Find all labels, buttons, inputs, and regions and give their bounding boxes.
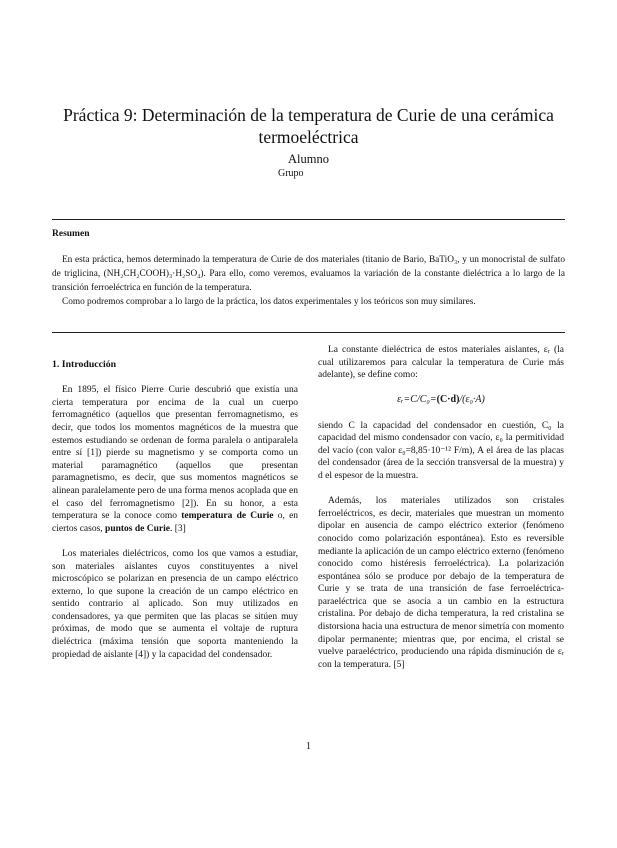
abstract-body <box>52 253 565 309</box>
equation-part: /(ε₀·A) <box>459 394 485 406</box>
right-column <box>318 344 564 684</box>
body-paragraph: siendo C la capacidad del condensador en cuestión, C₀ la capacidad del mismo condensador con vacío, ε₀ la permitividad del vacío (con valor ε₀=8,85·10⁻¹² F/m), A el área de las placas del condensador (área de la sección transversal de la muestra) y d el espesor de la muestra. <box>318 420 564 481</box>
body-paragraph: Además, los materiales utilizados son cristales ferroeléctricos, es decir, materiales que muestran un momento dipolar en ausencia de campo eléctrico exterior (fenómeno conocido como polarización espontánea). Esto es reversible mediante la aplicación de un campo eléctrico externo (fenómeno conocido como histéresis ferroeléctrica). La polarización espontánea sólo se produce por debajo de la temperatura de Curie y se trata de una transición de fase ferroeléctrica-paraeléctrica que se asocia a un cambio en la estructura cristalina. Por debajo de dicha temperatura, la red cristalina se distorsiona hacia una estructura de menor simetría con momento dipolar permanente; mientras que, por encima, el cristal se vuelve paraeléctrico, produciendo una rápida disminución de εᵣ con la temperatura. [5] <box>318 496 564 670</box>
abstract-bottom-rule <box>52 332 565 333</box>
bold-term: puntos de Curie <box>105 523 170 534</box>
equation-part: εᵣ=C/C₀= <box>397 394 437 406</box>
left-column <box>52 359 298 674</box>
equation-part: (C·d) <box>436 394 460 406</box>
author-group: Grupo <box>278 168 304 179</box>
dielectric-equation <box>318 394 564 407</box>
intro-text: . [3] <box>169 523 186 534</box>
intro-paragraph: Los materiales dieléctricos, como los que vamos a estudiar, son materiales aislantes cuyos constituyentes a nivel microscópico se polarizan en presencia de un campo eléctrico externo, lo que supone la creación de un campo eléctrico en sentido contrario al aplicado. Son muy utilizados en condensadores, ya que permiten que las placas se sitúen muy próximas, de modo que se aumenta el voltaje de ruptura dieléctrica (máxima tensión que soporta manteniendo la propiedad de aislante [4]) y la capacidad del condensador. <box>52 548 298 660</box>
intro-text: En 1895, el físico Pierre Curie descubrió que existía una cierta temperatura por encima de la cual un cuerpo ferromagnético (aquellos que presentan ferromagnetismo, es decir, que todos los momentos magnéticos de la muestra que estemos estudiando se ordenan de forma paralela o antiparalela entre sí [1]) pierde su magnetismo y se comporta como un material paramagnético (aquellos que presentan paramagnetismo, es decir, que sus momentos magnéticos se alinean paralelamente pero de una forma menos acoplada que en el caso del ferromagnetismo [2]). En su honor, a esta temperatura se la conoce como <box>52 385 298 522</box>
abstract-paragraph: Como podremos comprobar a lo largo de la práctica, los datos experimentales y los teóricos son muy similares. <box>62 297 476 307</box>
body-paragraph: La constante dieléctrica de estos materiales aislantes, εᵣ (la cual utilizaremos para calcular la temperatura de Curie más adelante), se define como: <box>318 345 564 381</box>
abstract-paragraph: En esta práctica, hemos determinado la temperatura de Curie de dos materiales (titanio de Bario, BaTiO₃, y un monocristal de sulfato de triglicina, (NH₂CH₂COOH)₃·H₂SO₄). Para ello, como veremos, evaluamos la variación de la constante dieléctrica a lo largo de la transición ferroeléctrica en función de la temperatura. <box>52 255 565 293</box>
section-heading: 1. Introducción <box>52 359 117 370</box>
bold-term: temperatura de Curie <box>181 511 274 522</box>
page-number: 1 <box>306 741 311 752</box>
abstract-top-rule <box>52 219 565 220</box>
intro-text: o, en ciertos casos, <box>52 511 299 534</box>
paper-title: Práctica 9: Determinación de la temperatura de Curie de una cerámica termoeléctrica <box>63 105 554 147</box>
abstract-heading: Resumen <box>52 229 90 239</box>
author-name: Alumno <box>288 152 329 166</box>
intro-paragraph <box>52 384 298 535</box>
